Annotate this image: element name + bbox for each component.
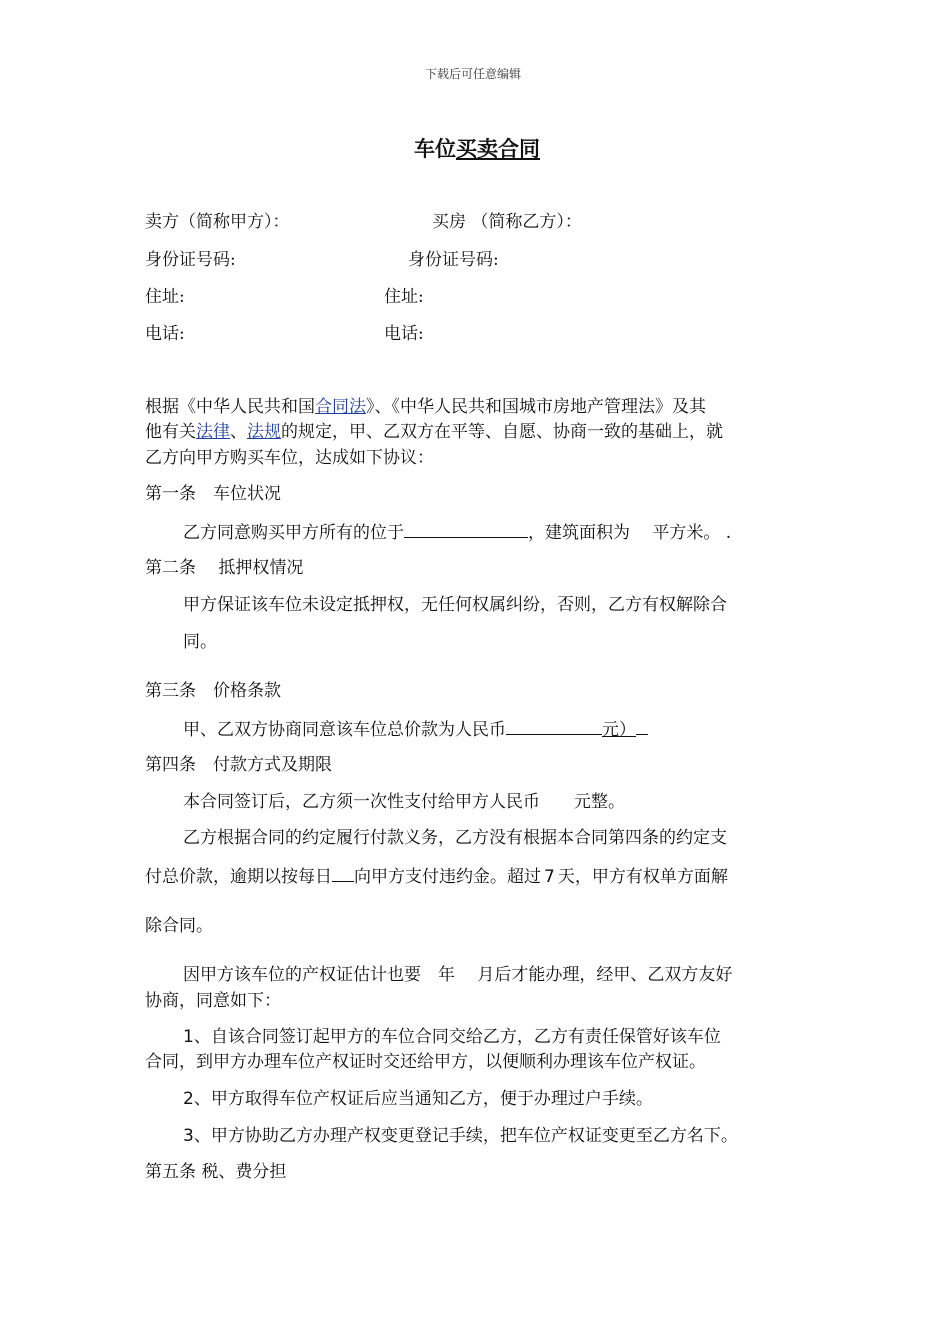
item-number: 1 — [183, 1027, 194, 1047]
article-3-text: 甲、乙双方协商同意该车位总价款为人民币 — [183, 720, 506, 740]
preamble-text: 的规定，甲、乙双方在平等、自愿、协商一致的基础上，就 — [281, 422, 723, 442]
preamble-line-1 — [145, 395, 706, 419]
days-value: 7 — [544, 867, 555, 887]
buyer-address-label: 住址: — [384, 287, 424, 307]
seller-address-label: 住址: — [145, 287, 185, 307]
preamble-text: 根据《中华人民共和国 — [145, 397, 315, 417]
article-4-para-2-line-2 — [145, 863, 728, 889]
price-blank-tail — [636, 716, 648, 735]
article-3-body — [183, 716, 648, 742]
preamble-line-3: 乙方向甲方购买车位，达成如下协议： — [145, 448, 434, 468]
article-2-body-line-2: 同。 — [183, 632, 217, 652]
preamble-text: 他有关 — [145, 422, 196, 442]
article-1-text: 乙方同意购买甲方所有的位于 — [183, 523, 404, 543]
article-4-heading: 第四条 付款方式及期限 — [145, 755, 332, 775]
document-title — [414, 135, 540, 163]
seller-id-label: 身份证号码: — [145, 250, 236, 270]
article-3-text-underlined: 元） — [602, 720, 636, 740]
article-1-body — [183, 519, 731, 545]
preamble-text: 》、《中华人民共和国城市房地产管理法》及其 — [366, 397, 706, 417]
article-3-heading: 第三条 价格条款 — [145, 681, 281, 701]
article-4-para-3-line-1: 因甲方该车位的产权证估计也要 年 月后才能办理，经甲、乙双方友好 — [183, 965, 733, 985]
article-1-text: ，建筑面积为 平方米。 . — [528, 523, 732, 543]
item-number: 3 — [183, 1126, 194, 1146]
article-4-para-3-line-2: 协商，同意如下： — [145, 991, 281, 1011]
article-4-para-1: 本合同签订后，乙方须一次性支付给甲方人民币 元整。 — [183, 792, 625, 812]
article-1-heading: 第一条 车位状况 — [145, 484, 281, 504]
article-4-item-1-line-2: 合同，到甲方办理车位产权证时交还给甲方，以便顺利办理该车位产权证。 — [145, 1052, 706, 1072]
article-4-para-2-line-1: 乙方根据合同的约定履行付款义务，乙方没有根据本合同第四条的约定支 — [183, 828, 727, 848]
law-link[interactable]: 法律 — [196, 422, 230, 442]
article-4-text: 天，甲方有权单方面解 — [557, 867, 728, 887]
preamble-line-2 — [145, 420, 723, 444]
location-blank — [404, 519, 528, 538]
article-2-body-line-1: 甲方保证该车位未设定抵押权，无任何权属纠纷，否则，乙方有权解除合 — [183, 595, 727, 615]
item-text: 、甲方取得车位产权证后应当通知乙方，便于办理过户手续。 — [193, 1089, 653, 1109]
article-2-heading: 第二条 抵押权情况 — [145, 558, 304, 578]
buyer-id-label: 身份证号码: — [408, 250, 499, 270]
item-number: 2 — [183, 1089, 194, 1109]
item-text: 、自该合同签订起甲方的车位合同交给乙方，乙方有责任保管好该车位 — [193, 1027, 721, 1047]
article-4-text: 向甲方支付违约金。超过 — [354, 867, 541, 887]
buyer-label: 买房 （简称乙方）： — [432, 212, 582, 232]
article-5-heading: 第五条 税、费分担 — [145, 1162, 287, 1182]
article-4-item-2 — [183, 1087, 653, 1111]
article-4-para-2-line-3: 除合同。 — [145, 916, 213, 936]
buyer-phone-label: 电话: — [384, 324, 424, 344]
article-4-item-3 — [183, 1124, 738, 1148]
seller-label: 卖方（简称甲方）： — [145, 212, 290, 232]
article-4-item-1-line-1 — [183, 1025, 721, 1049]
penalty-rate-blank — [332, 863, 354, 882]
item-text: 、甲方协助乙方办理产权变更登记手续，把车位产权证变更至乙方名下。 — [193, 1126, 738, 1146]
seller-phone-label: 电话: — [145, 324, 185, 344]
contract-law-link[interactable]: 合同法 — [315, 397, 366, 417]
title-underlined: 买卖合同 — [456, 136, 540, 161]
regulation-link[interactable]: 法规 — [247, 422, 281, 442]
price-blank — [506, 716, 602, 735]
title-plain: 车位 — [414, 136, 456, 161]
article-4-text: 付总价款，逾期以按每日 — [145, 867, 332, 887]
preamble-text: 、 — [230, 422, 247, 442]
page-header-note: 下载后可任意编辑 — [425, 67, 522, 81]
